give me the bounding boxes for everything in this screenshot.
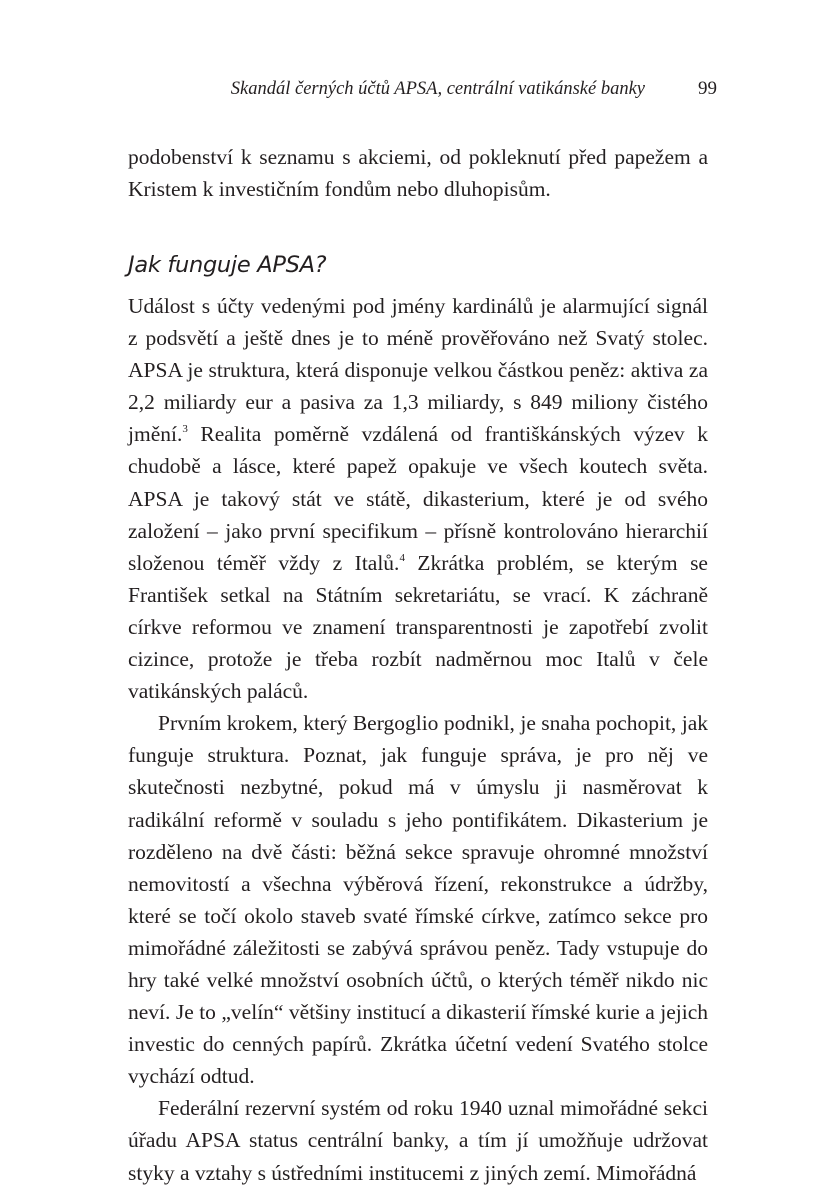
running-head [0, 74, 836, 104]
section-heading: Jak funguje APSA? [128, 252, 327, 278]
footnote-ref-4[interactable]: 4 [399, 551, 405, 564]
intro-block [128, 141, 708, 205]
paragraph-1-part-c: Zkrátka problém, se kterým se František setkal na Státním sekretariátu, se vrací. K záchraně církve reformou ve znamení transparentnosti je zapotřebí zvolit cizince, protože je třeba rozbít nadměrnou moc Italů v čele vatikánských paláců. [128, 550, 708, 704]
intro-paragraph: podobenství k seznamu s akciemi, od pokleknutí před papežem a Kristem k investičním fondům nebo dluhopisům. [128, 145, 708, 202]
paragraph-1-part-b: Realita poměrně vzdálená od františkánských výzev k chudobě a lásce, které papež opakuje ve všech koutech světa. APSA je takový stát ve státě, dikasterium, které je od svého založení – jako první specifikum – přísně kontrolováno hierarchií složenou téměř vždy z Italů. [128, 422, 708, 575]
section-body [128, 290, 708, 1189]
paragraph-3: Federální rezervní systém od roku 1940 uznal mimořádné sekci úřadu APSA status centrální banky, a tím jí umožňuje udržovat styky a vztahy s ústředními institucemi z jiných zemí. Mimořádná [128, 1096, 708, 1185]
footnote-ref-3[interactable]: 3 [182, 423, 188, 436]
paragraph-1-part-a: Událost s účty vedenými pod jmény kardinálů je alarmující signál z podsvětí a ještě dnes je to méně prověřováno než Svatý stolec. APSA je struktura, která disponuje velkou částkou peněz: aktiva za 2,2 miliardy eur a pasiva za 1,3 miliardy, s 849 miliony čistého jmění. [128, 294, 708, 447]
running-title: Skandál černých účtů APSA, centrální vatikánské banky [230, 79, 645, 99]
paragraph-1 [128, 290, 708, 707]
page-number: 99 [698, 78, 717, 99]
paragraph-2: Prvním krokem, který Bergoglio podnikl, je snaha pochopit, jak funguje struktura. Poznat, jak funguje správa, je pro něj ve skutečnosti nezbytné, pokud má v úmyslu ji nasměrovat k radikální reformě v souladu s jeho pontifikátem. Dikasterium je rozděleno na dvě části: běžná sekce spravuje ohromné množství nemovitostí a všechna výběrová řízení, rekonstrukce a údržby, které se točí okolo staveb svaté římské církve, zatímco sekce pro mimořádné záležitosti se zabývá správou peněz. Tady vstupuje do hry také velké množství osobních účtů, o kterých téměř nikdo nic neví. Je to „velín“ většiny institucí a dikasterií římské kurie a jejich investic do cenných papírů. Zkrátka účetní vedení Svatého stolce vychází odtud. [128, 711, 708, 1089]
